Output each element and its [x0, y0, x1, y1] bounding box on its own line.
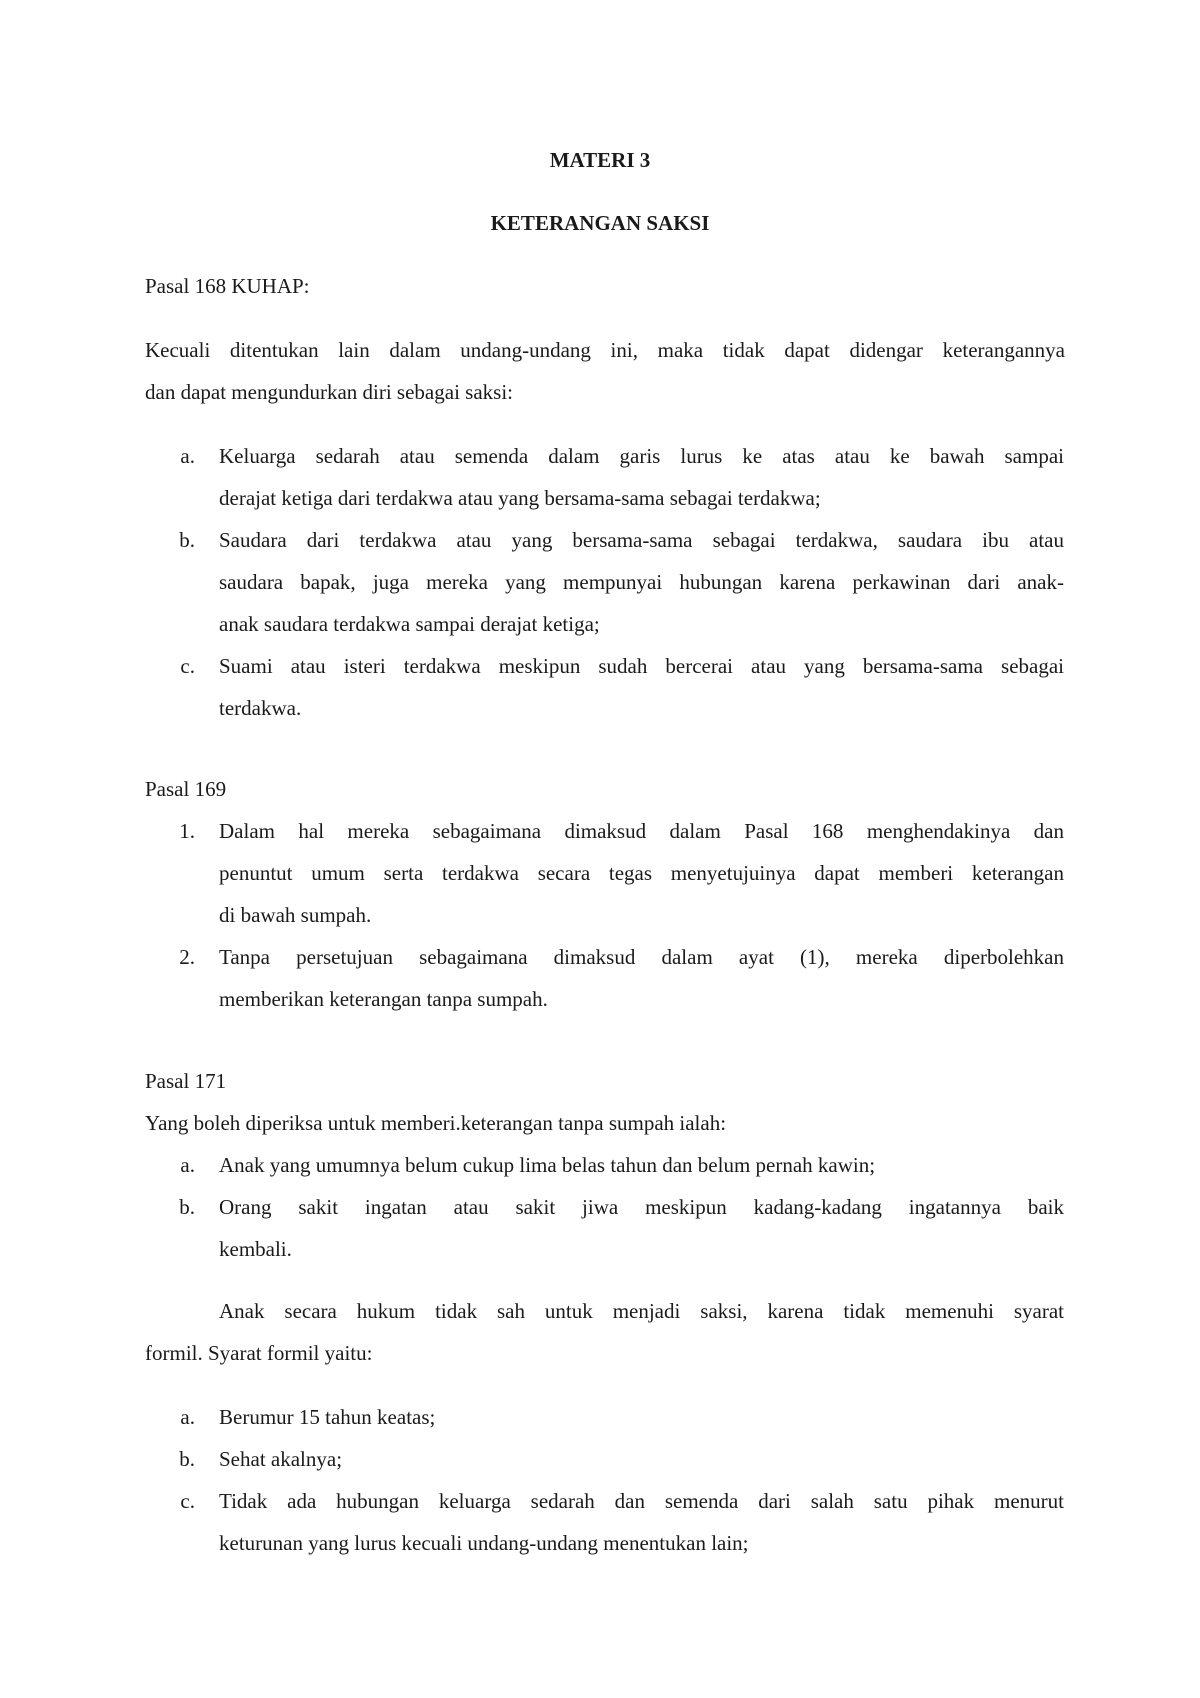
list-item-line: Anak yang umumnya belum cukup lima belas tahun dan belum pernah kawin; [219, 1153, 876, 1177]
list-marker: a. [180, 444, 195, 468]
pasal-171-heading: Pasal 171 [145, 1069, 227, 1093]
list-item-line: kembali. [219, 1237, 292, 1261]
list-marker: b. [179, 1447, 195, 1471]
list-marker: a. [180, 1153, 195, 1177]
list-item-line: penuntut umum serta terdakwa secara tegas menyetujuinya dapat memberi keterangan [219, 861, 1064, 885]
list-marker: b. [179, 528, 195, 552]
paragraph-line-1: Anak secara hukum tidak sah untuk menjadi saksi, karena tidak memenuhi syarat [219, 1299, 1064, 1323]
list-item-line: terdakwa. [219, 696, 302, 720]
list-item-line: derajat ketiga dari terdakwa atau yang bersama-sama sebagai terdakwa; [219, 486, 821, 510]
list-marker: b. [179, 1195, 195, 1219]
list-item-line: Suami atau isteri terdakwa meskipun sudah bercerai atau yang bersama-sama sebagai [219, 654, 1064, 678]
list-item-line: Orang sakit ingatan atau sakit jiwa meskipun kadang-kadang ingatannya baik [219, 1195, 1064, 1219]
list-item-line: Sehat akalnya; [219, 1447, 343, 1471]
list-marker: c. [180, 654, 195, 678]
list-item-line: di bawah sumpah. [219, 903, 372, 927]
list-item-line: Keluarga sedarah atau semenda dalam garis lurus ke atas atau ke bawah sampai [219, 444, 1064, 468]
pasal-171-intro: Yang boleh diperiksa untuk memberi.keterangan tanpa sumpah ialah: [145, 1111, 727, 1135]
list-item-line: keturunan yang lurus kecuali undang-undang menentukan lain; [219, 1531, 749, 1555]
list-item-line: Saudara dari terdakwa atau yang bersama-sama sebagai terdakwa, saudara ibu atau [219, 528, 1064, 552]
list-item-line: memberikan keterangan tanpa sumpah. [219, 987, 548, 1011]
document-title: MATERI 3 [549, 148, 651, 172]
list-item-line: Dalam hal mereka sebagaimana dimaksud dalam Pasal 168 menghendakinya dan [219, 819, 1064, 843]
list-marker: c. [180, 1489, 195, 1513]
list-marker: 2. [179, 945, 195, 969]
list-item-line: Tidak ada hubungan keluarga sedarah dan semenda dari salah satu pihak menurut [219, 1489, 1064, 1513]
list-marker: 1. [179, 819, 195, 843]
paragraph-line-2: formil. Syarat formil yaitu: [145, 1341, 373, 1365]
document-subtitle: KETERANGAN SAKSI [490, 211, 710, 235]
pasal-169-heading: Pasal 169 [145, 777, 227, 801]
list-marker: a. [180, 1405, 195, 1429]
list-item-line: Berumur 15 tahun keatas; [219, 1405, 436, 1429]
pasal-168-intro-line-2: dan dapat mengundurkan diri sebagai saksi: [145, 380, 513, 404]
list-item-line: anak saudara terdakwa sampai derajat ketiga; [219, 612, 600, 636]
pasal-168-heading: Pasal 168 KUHAP: [145, 274, 310, 298]
list-item-line: Tanpa persetujuan sebagaimana dimaksud dalam ayat (1), mereka diperbolehkan [219, 945, 1064, 969]
pasal-168-intro-line-1: Kecuali ditentukan lain dalam undang-undang ini, maka tidak dapat didengar keterangannya [145, 338, 1065, 362]
list-item-line: saudara bapak, juga mereka yang mempunyai hubungan karena perkawinan dari anak- [219, 570, 1064, 594]
